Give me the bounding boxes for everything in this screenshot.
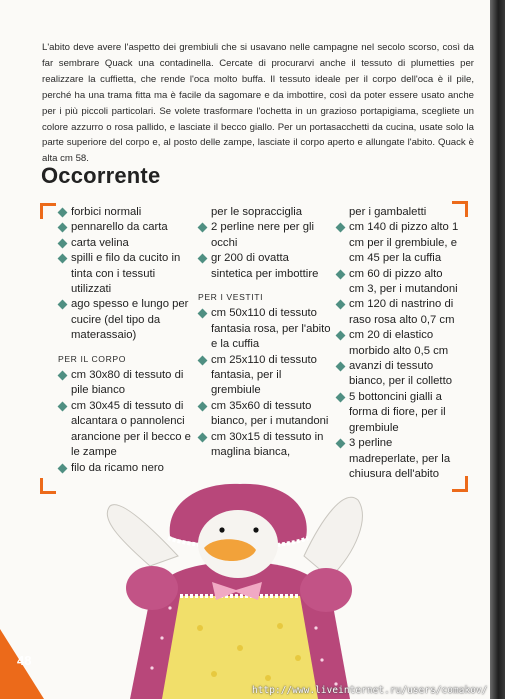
diamond-bullet-icon — [58, 208, 68, 218]
materials-column-3 — [336, 205, 460, 482]
diamond-bullet-icon — [336, 223, 346, 233]
goose-doll-illustration — [0, 478, 490, 699]
subsection-label: PER I VESTITI — [198, 292, 264, 303]
list-item: 3 perline madreperlate, per la chiusura dell'abito — [336, 436, 460, 482]
materials-list — [336, 205, 460, 482]
materials-column-2 — [198, 205, 332, 461]
list-item: gr 200 di ovatta sintetica per imbottire — [198, 251, 332, 282]
list-item: ago spesso e lungo per cucire (del tipo da materassaio) — [58, 297, 198, 343]
section-heading: Occorrente — [41, 163, 161, 188]
list-item: cm 30x15 di tessuto in maglina bianca, — [198, 430, 332, 461]
list-item: pennarello da carta — [58, 220, 198, 235]
list-item: forbici normali — [58, 205, 198, 220]
book-spine — [490, 0, 505, 699]
list-item: cm 25x110 di tessuto fantasia, per il grembiule — [198, 353, 332, 399]
diamond-bullet-icon — [198, 223, 208, 233]
list-item: avanzi di tessuto bianco, per il colletto — [336, 359, 460, 390]
diamond-bullet-icon — [198, 254, 208, 264]
materials-column-1 — [58, 205, 198, 476]
list-item: 5 bottoncini gialli a forma di fiore, per il grembiule — [336, 390, 460, 436]
list-item: cm 60 di pizzo alto cm 3, per i mutandoni — [336, 267, 460, 298]
list-item: 2 perline nere per gli occhi — [198, 220, 332, 251]
watermark-url: http://www.liveinternet.ru/users/comakov/ — [252, 685, 488, 696]
diamond-bullet-icon — [58, 300, 68, 310]
list-item: cm 140 di pizzo alto 1 cm per il grembiule, e cm 45 per la cuffia — [336, 220, 460, 266]
diamond-bullet-icon — [58, 463, 68, 473]
diamond-bullet-icon — [198, 401, 208, 411]
diamond-bullet-icon — [198, 355, 208, 365]
diamond-bullet-icon — [58, 401, 68, 411]
diamond-bullet-icon — [336, 362, 346, 372]
list-item: cm 30x45 di tessuto di alcantara o pannolenci arancione per il becco e le zampe — [58, 399, 198, 461]
list-item-continuation: per le sopracciglia — [211, 206, 303, 218]
diamond-bullet-icon — [58, 223, 68, 233]
diamond-bullet-icon — [58, 371, 68, 381]
diamond-bullet-icon — [198, 432, 208, 442]
materials-list — [58, 205, 198, 344]
diamond-bullet-icon — [336, 300, 346, 310]
materials-list — [198, 306, 332, 460]
corner-bracket-icon — [40, 203, 56, 219]
diamond-bullet-icon — [336, 392, 346, 402]
page-number: 48 — [17, 653, 32, 668]
intro-paragraph: L'abito deve avere l'aspetto dei grembiuli che si usavano nelle campagne nel secolo scorso, così da far sembrare Quack una contadinella. Cercate di procurarvi anche il tessuto di plumetties per realizzare la cuffietta, che rende l'oca molto buffa. Il tessuto ideale per il corpo dell'oca è il pile, perché ha una trama fitta ma è facile da sagomare e da imbottire, così da poter essere usato anche per i più piccoli particolari. Se volete trasformare l'ochetta in un grazioso portapigiama, scegliete un colore azzurro o rosa pallido, e lasciate il becco giallo. Per un portasacchetti da cucina, usate solo la parte superiore del corpo e, al posto delle zampe, lasciate il corpo aperto e allungate l'abito. Quack è alta cm 58. — [42, 42, 474, 165]
diamond-bullet-icon — [336, 439, 346, 449]
materials-list — [198, 205, 332, 282]
list-item: cm 30x80 di tessuto di pile bianco — [58, 368, 198, 399]
list-item: cm 50x110 di tessuto fantasia rosa, per l'abito e la cuffia — [198, 306, 332, 352]
list-item-continuation: per i gambaletti — [349, 206, 427, 218]
list-item: cm 35x60 di tessuto bianco, per i mutandoni — [198, 399, 332, 430]
list-item: cm 20 di elastico morbido alto 0,5 cm — [336, 328, 460, 359]
list-item: spilli e filo da cucito in tinta con i tessuti utilizzati — [58, 251, 198, 297]
diamond-bullet-icon — [198, 309, 208, 319]
materials-list — [58, 368, 198, 476]
diamond-bullet-icon — [336, 269, 346, 279]
subsection-label: PER IL CORPO — [58, 353, 127, 364]
list-item: cm 120 di nastrino di raso rosa alto 0,7 cm — [336, 297, 460, 328]
diamond-bullet-icon — [58, 238, 68, 248]
list-item: carta velina — [58, 236, 198, 251]
diamond-bullet-icon — [58, 254, 68, 264]
diamond-bullet-icon — [336, 331, 346, 341]
list-item: filo da ricamo nero — [58, 461, 198, 476]
